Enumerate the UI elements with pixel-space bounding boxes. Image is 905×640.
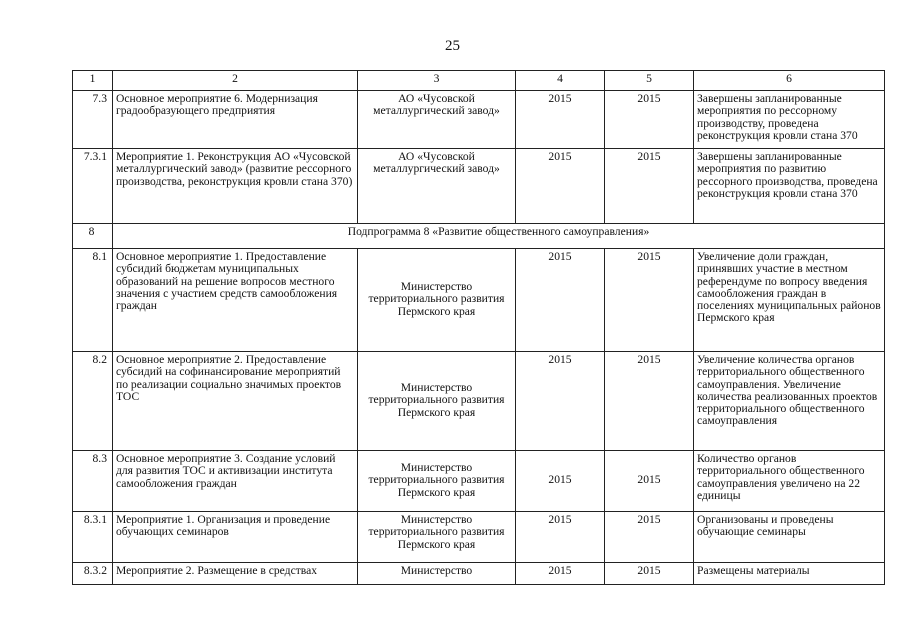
header-cell: 5 [605, 71, 694, 91]
end-year: 2015 [605, 451, 694, 512]
header-cell: 4 [516, 71, 605, 91]
end-year: 2015 [605, 352, 694, 451]
table-row [73, 249, 885, 352]
end-year: 2015 [605, 563, 694, 585]
table-row [73, 451, 885, 512]
executor: Министерство территориального развития Пермского края [358, 249, 516, 352]
table-row [73, 512, 885, 563]
page-number: 25 [445, 38, 460, 54]
activity-name: Основное мероприятие 3. Создание условий для развития ТОС и активизации института самообложения граждан [113, 451, 358, 512]
row-number: 8.3.2 [73, 563, 113, 585]
executor: Министерство [358, 563, 516, 585]
executor: Министерство территориального развития Пермского края [358, 451, 516, 512]
expected-result: Завершены запланированные мероприятия по рессорному производству, проведена реконструкция кровли стана 370 [694, 91, 885, 149]
row-number: 7.3.1 [73, 149, 113, 224]
start-year: 2015 [516, 91, 605, 149]
row-number: 8.3.1 [73, 512, 113, 563]
end-year: 2015 [605, 149, 694, 224]
expected-result: Завершены запланированные мероприятия по развитию рессорного производства, проведена реконструкция кровли стана 370 [694, 149, 885, 224]
executor: АО «Чусовской металлургический завод» [358, 91, 516, 149]
activity-name: Основное мероприятие 6. Модернизация градообразующего предприятия [113, 91, 358, 149]
expected-result: Увеличение доли граждан, принявших участие в местном референдуме по вопросу введения самообложения граждан в поселениях муниципальных районов Пермского края [694, 249, 885, 352]
header-cell: 1 [73, 71, 113, 91]
activity-name: Основное мероприятие 1. Предоставление субсидий бюджетам муниципальных образований на решение вопросов местного значения с участием средств самообложения граждан [113, 249, 358, 352]
end-year: 2015 [605, 91, 694, 149]
header-cell: 2 [113, 71, 358, 91]
start-year: 2015 [516, 563, 605, 585]
start-year: 2015 [516, 451, 605, 512]
header-cell: 3 [358, 71, 516, 91]
activity-name: Мероприятие 2. Размещение в средствах [113, 563, 358, 585]
start-year: 2015 [516, 512, 605, 563]
row-number: 8.1 [73, 249, 113, 352]
row-number: 8.3 [73, 451, 113, 512]
end-year: 2015 [605, 249, 694, 352]
expected-result: Увеличение количества органов территориального общественного самоуправления. Увеличение количества реализованных проектов территориального общественного самоуправления [694, 352, 885, 451]
row-number: 8.2 [73, 352, 113, 451]
executor: Министерство территориального развития Пермского края [358, 512, 516, 563]
row-number: 7.3 [73, 91, 113, 149]
executor: АО «Чусовской металлургический завод» [358, 149, 516, 224]
table-row [73, 563, 885, 585]
activity-name: Мероприятие 1. Организация и проведение обучающих семинаров [113, 512, 358, 563]
subprogram-row [73, 224, 885, 249]
expected-result: Размещены материалы [694, 563, 885, 585]
table-header-row [73, 71, 885, 91]
table-row [73, 91, 885, 149]
start-year: 2015 [516, 249, 605, 352]
start-year: 2015 [516, 149, 605, 224]
expected-result: Количество органов территориального общественного самоуправления увеличено на 22 единицы [694, 451, 885, 512]
header-cell: 6 [694, 71, 885, 91]
row-number: 8 [73, 224, 113, 249]
start-year: 2015 [516, 352, 605, 451]
activity-name: Основное мероприятие 2. Предоставление субсидий на софинансирование мероприятий по реализации социально значимых проектов ТОС [113, 352, 358, 451]
end-year: 2015 [605, 512, 694, 563]
expected-result: Организованы и проведены обучающие семинары [694, 512, 885, 563]
activities-table [72, 70, 885, 585]
subprogram-title: Подпрограмма 8 «Развитие общественного самоуправления» [113, 224, 885, 249]
executor: Министерство территориального развития Пермского края [358, 352, 516, 451]
table-row [73, 149, 885, 224]
table-row [73, 352, 885, 451]
activity-name: Мероприятие 1. Реконструкция АО «Чусовской металлургический завод» (развитие рессорного производства, реконструкция кровли стана 370) [113, 149, 358, 224]
